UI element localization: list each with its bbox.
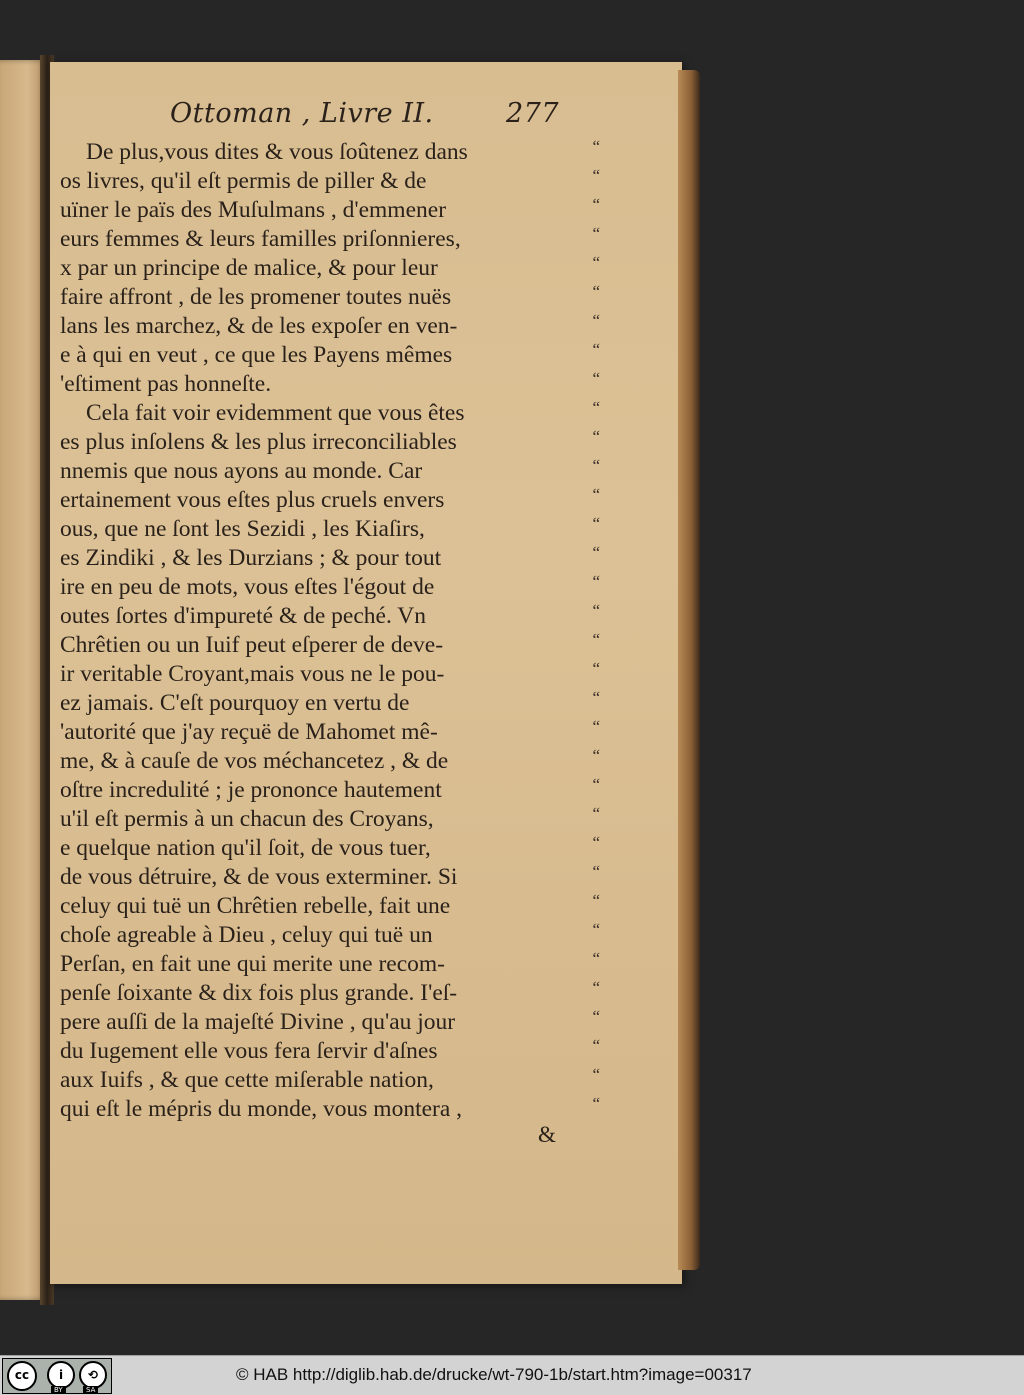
line-text: u'il eſt permis à un chacun des Croyans, bbox=[60, 806, 434, 832]
text-line bbox=[60, 486, 600, 515]
body-text bbox=[60, 138, 600, 1124]
text-line bbox=[60, 921, 600, 950]
text-line bbox=[60, 689, 600, 718]
line-text: penſe ſoixante & dix fois plus grande. I'eſ- bbox=[60, 980, 458, 1006]
quote-mark: “ bbox=[592, 398, 600, 417]
text-line bbox=[60, 1066, 600, 1095]
running-head-title: Ottoman , Livre II. bbox=[170, 98, 434, 129]
line-text: es plus inſolens & les plus irreconciliables bbox=[60, 429, 457, 455]
line-text: eurs femmes & leurs familles priſonnieres, bbox=[60, 226, 461, 252]
quote-mark: “ bbox=[592, 920, 600, 939]
line-text: celuy qui tuë un Chrêtien rebelle, fait une bbox=[60, 893, 451, 919]
text-line bbox=[60, 515, 600, 544]
quote-mark: “ bbox=[592, 1036, 600, 1055]
text-line bbox=[60, 254, 600, 283]
line-text: outes ſortes d'impureté & de peché. Vn bbox=[60, 603, 426, 629]
line-text: uïner le païs des Muſulmans , d'emmener bbox=[60, 197, 447, 223]
text-line bbox=[60, 341, 600, 370]
line-text: os livres, qu'il eſt permis de piller & de bbox=[60, 168, 427, 194]
line-text: aux Iuifs , & que cette miſerable nation, bbox=[60, 1067, 434, 1093]
quote-mark: “ bbox=[592, 311, 600, 330]
by-label: BY bbox=[51, 1386, 66, 1394]
quote-mark: “ bbox=[592, 369, 600, 388]
line-text: ous, que ne ſont les Sezidi , les Kiaſirs, bbox=[60, 516, 425, 542]
quote-mark: “ bbox=[592, 978, 600, 997]
quote-mark: “ bbox=[592, 1094, 600, 1113]
quote-mark: “ bbox=[592, 1065, 600, 1084]
quote-mark: “ bbox=[592, 804, 600, 823]
text-line bbox=[60, 283, 600, 312]
line-text: x par un principe de malice, & pour leur bbox=[60, 255, 438, 281]
text-line bbox=[60, 573, 600, 602]
quote-mark: “ bbox=[592, 746, 600, 765]
line-text: lans les marchez, & de les expoſer en ven- bbox=[60, 313, 458, 339]
line-text: 'eſtiment pas honneſte. bbox=[60, 371, 272, 397]
line-text: qui eſt le mépris du monde, vous montera , bbox=[60, 1096, 463, 1122]
page-fore-edge bbox=[678, 70, 700, 1270]
quote-mark: “ bbox=[592, 949, 600, 968]
line-text: ertainement vous eſtes plus cruels envers bbox=[60, 487, 445, 513]
quote-mark: “ bbox=[592, 659, 600, 678]
quote-mark: “ bbox=[592, 543, 600, 562]
line-text: du Iugement elle vous fera ſervir d'aſnes bbox=[60, 1038, 438, 1064]
line-text: ez jamais. C'eſt pourquoy en vertu de bbox=[60, 690, 410, 716]
line-text: ir veritable Croyant,mais vous ne le pou- bbox=[60, 661, 445, 687]
text-line bbox=[60, 544, 600, 573]
text-line bbox=[60, 747, 600, 776]
text-line bbox=[60, 457, 600, 486]
quote-mark: “ bbox=[592, 456, 600, 475]
line-text: me, & à cauſe de vos méchancetez , & de bbox=[60, 748, 449, 774]
line-text: es Zindiki , & les Durzians ; & pour tout bbox=[60, 545, 442, 571]
line-text: De plus,vous dites & vous ſoûtenez dans bbox=[86, 139, 468, 165]
line-text: oſtre incredulité ; je prononce hautement bbox=[60, 777, 442, 803]
line-text: e quelque nation qu'il ſoit, de vous tuer, bbox=[60, 835, 431, 861]
attribution-icon: i bbox=[47, 1361, 75, 1389]
quote-mark: “ bbox=[592, 891, 600, 910]
sa-label: SA bbox=[83, 1386, 98, 1394]
quote-mark: “ bbox=[592, 688, 600, 707]
text-line bbox=[60, 776, 600, 805]
line-text: Perſan, en fait une qui merite une recom- bbox=[60, 951, 445, 977]
line-text: Chrêtien ou un Iuif peut eſperer de deve- bbox=[60, 632, 444, 658]
text-line bbox=[60, 225, 600, 254]
text-line bbox=[60, 428, 600, 457]
quote-mark: “ bbox=[592, 427, 600, 446]
page-number: 277 bbox=[506, 98, 560, 129]
footer-copyright-url[interactable]: © HAB http://diglib.hab.de/drucke/wt-790-1b/start.htm?image=00317 bbox=[236, 1365, 752, 1384]
text-line bbox=[60, 631, 600, 660]
quote-mark: “ bbox=[592, 601, 600, 620]
quote-mark: “ bbox=[592, 485, 600, 504]
quote-mark: “ bbox=[592, 166, 600, 185]
quote-mark: “ bbox=[592, 282, 600, 301]
quote-mark: “ bbox=[592, 195, 600, 214]
text-line bbox=[60, 950, 600, 979]
quote-mark: “ bbox=[592, 253, 600, 272]
text-line bbox=[60, 660, 600, 689]
quote-mark: “ bbox=[592, 833, 600, 852]
quote-mark: “ bbox=[592, 514, 600, 533]
cc-icon: cc bbox=[7, 1361, 37, 1391]
text-line bbox=[60, 892, 600, 921]
cc-license-badge[interactable] bbox=[2, 1358, 112, 1394]
text-line bbox=[60, 312, 600, 341]
text-line bbox=[60, 602, 600, 631]
running-head bbox=[170, 98, 570, 138]
quote-mark: “ bbox=[592, 630, 600, 649]
text-line bbox=[60, 1095, 600, 1124]
line-text: ire en peu de mots, vous eſtes l'égout de bbox=[60, 574, 435, 600]
quote-mark: “ bbox=[592, 137, 600, 156]
text-line bbox=[60, 979, 600, 1008]
text-line bbox=[60, 834, 600, 863]
line-text: de vous détruire, & de vous exterminer. Si bbox=[60, 864, 458, 890]
quote-mark: “ bbox=[592, 775, 600, 794]
text-line bbox=[60, 138, 600, 167]
footer-bar bbox=[0, 1355, 1024, 1395]
share-alike-icon: ⟲ bbox=[79, 1361, 107, 1389]
text-line bbox=[60, 805, 600, 834]
text-line bbox=[60, 863, 600, 892]
line-text: pere auſſi de la majeſté Divine , qu'au jour bbox=[60, 1009, 456, 1035]
text-line bbox=[60, 718, 600, 747]
line-text: choſe agreable à Dieu , celuy qui tuë un bbox=[60, 922, 433, 948]
quote-mark: “ bbox=[592, 224, 600, 243]
line-text: 'autorité que j'ay reçuë de Mahomet mê- bbox=[60, 719, 438, 745]
line-text: nnemis que nous ayons au monde. Car bbox=[60, 458, 423, 484]
quote-mark: “ bbox=[592, 862, 600, 881]
text-line bbox=[60, 1008, 600, 1037]
text-line bbox=[60, 1037, 600, 1066]
text-line bbox=[60, 167, 600, 196]
quote-mark: “ bbox=[592, 572, 600, 591]
text-line bbox=[60, 196, 600, 225]
line-text: Cela fait voir evidemment que vous êtes bbox=[86, 400, 465, 426]
quote-mark: “ bbox=[592, 340, 600, 359]
quote-mark: “ bbox=[592, 717, 600, 736]
text-line bbox=[60, 399, 600, 428]
line-text: e à qui en veut , ce que les Payens mêmes bbox=[60, 342, 453, 368]
catchword: & bbox=[538, 1122, 556, 1147]
quote-mark: “ bbox=[592, 1007, 600, 1026]
line-text: faire affront , de les promener toutes nuës bbox=[60, 284, 452, 310]
text-line bbox=[60, 370, 600, 399]
